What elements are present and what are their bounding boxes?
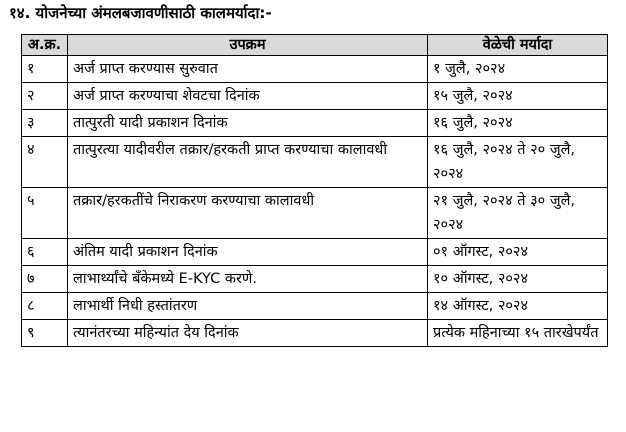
row-date: ०१ ऑगस्ट, २०२४: [428, 239, 608, 266]
row-date: २१ जुलै, २०२४ ते ३० जुलै, २०२४: [428, 188, 608, 239]
row-number: ५: [22, 188, 68, 239]
table-row: [22, 137, 608, 188]
section-heading: १४. योजनेच्या अंमलबजावणीसाठी कालमर्यादा:-: [9, 4, 272, 22]
row-activity: तात्पुरत्या यादीवरील तक्रार/हरकती प्राप्त करण्याचा कालावधी: [68, 137, 428, 188]
row-activity: अर्ज प्राप्त करण्यास सुरुवात: [68, 56, 428, 83]
row-date: १५ जुलै, २०२४: [428, 83, 608, 110]
table-row: [22, 56, 608, 83]
table-row: [22, 266, 608, 293]
row-activity: त्यानंतरच्या महिन्यांत देय दिनांक: [68, 320, 428, 347]
row-number: ८: [22, 293, 68, 320]
row-date: १६ जुलै, २०२४: [428, 110, 608, 137]
table-row: [22, 110, 608, 137]
row-activity: अंतिम यादी प्रकाशन दिनांक: [68, 239, 428, 266]
row-date: प्रत्येक महिनाच्या १५ तारखेपर्यंत: [428, 320, 608, 347]
row-number: २: [22, 83, 68, 110]
table-header-row: [22, 35, 608, 56]
row-number: ४: [22, 137, 68, 188]
table-row: [22, 188, 608, 239]
row-number: १: [22, 56, 68, 83]
timeline-table: [21, 34, 608, 347]
row-number: ९: [22, 320, 68, 347]
row-date: १६ जुलै, २०२४ ते २० जुलै, २०२४: [428, 137, 608, 188]
row-number: ७: [22, 266, 68, 293]
row-activity: तात्पुरती यादी प्रकाशन दिनांक: [68, 110, 428, 137]
row-date: १० ऑगस्ट, २०२४: [428, 266, 608, 293]
row-date: १ जुलै, २०२४: [428, 56, 608, 83]
header-serial-number: अ.क्र.: [22, 35, 68, 56]
row-date: १४ ऑगस्ट, २०२४: [428, 293, 608, 320]
row-number: ६: [22, 239, 68, 266]
row-activity: लाभार्थ्यांचे बँकेमध्ये E-KYC करणे.: [68, 266, 428, 293]
table-row: [22, 320, 608, 347]
header-activity: उपक्रम: [68, 35, 428, 56]
table-row: [22, 83, 608, 110]
row-number: ३: [22, 110, 68, 137]
table-row: [22, 293, 608, 320]
row-activity: अर्ज प्राप्त करण्याचा शेवटचा दिनांक: [68, 83, 428, 110]
row-activity: लाभार्थी निधी हस्तांतरण: [68, 293, 428, 320]
header-time-limit: वेळेची मर्यादा: [428, 35, 608, 56]
row-activity: तक्रार/हरकतींचे निराकरण करण्याचा कालावधी: [68, 188, 428, 239]
table-row: [22, 239, 608, 266]
